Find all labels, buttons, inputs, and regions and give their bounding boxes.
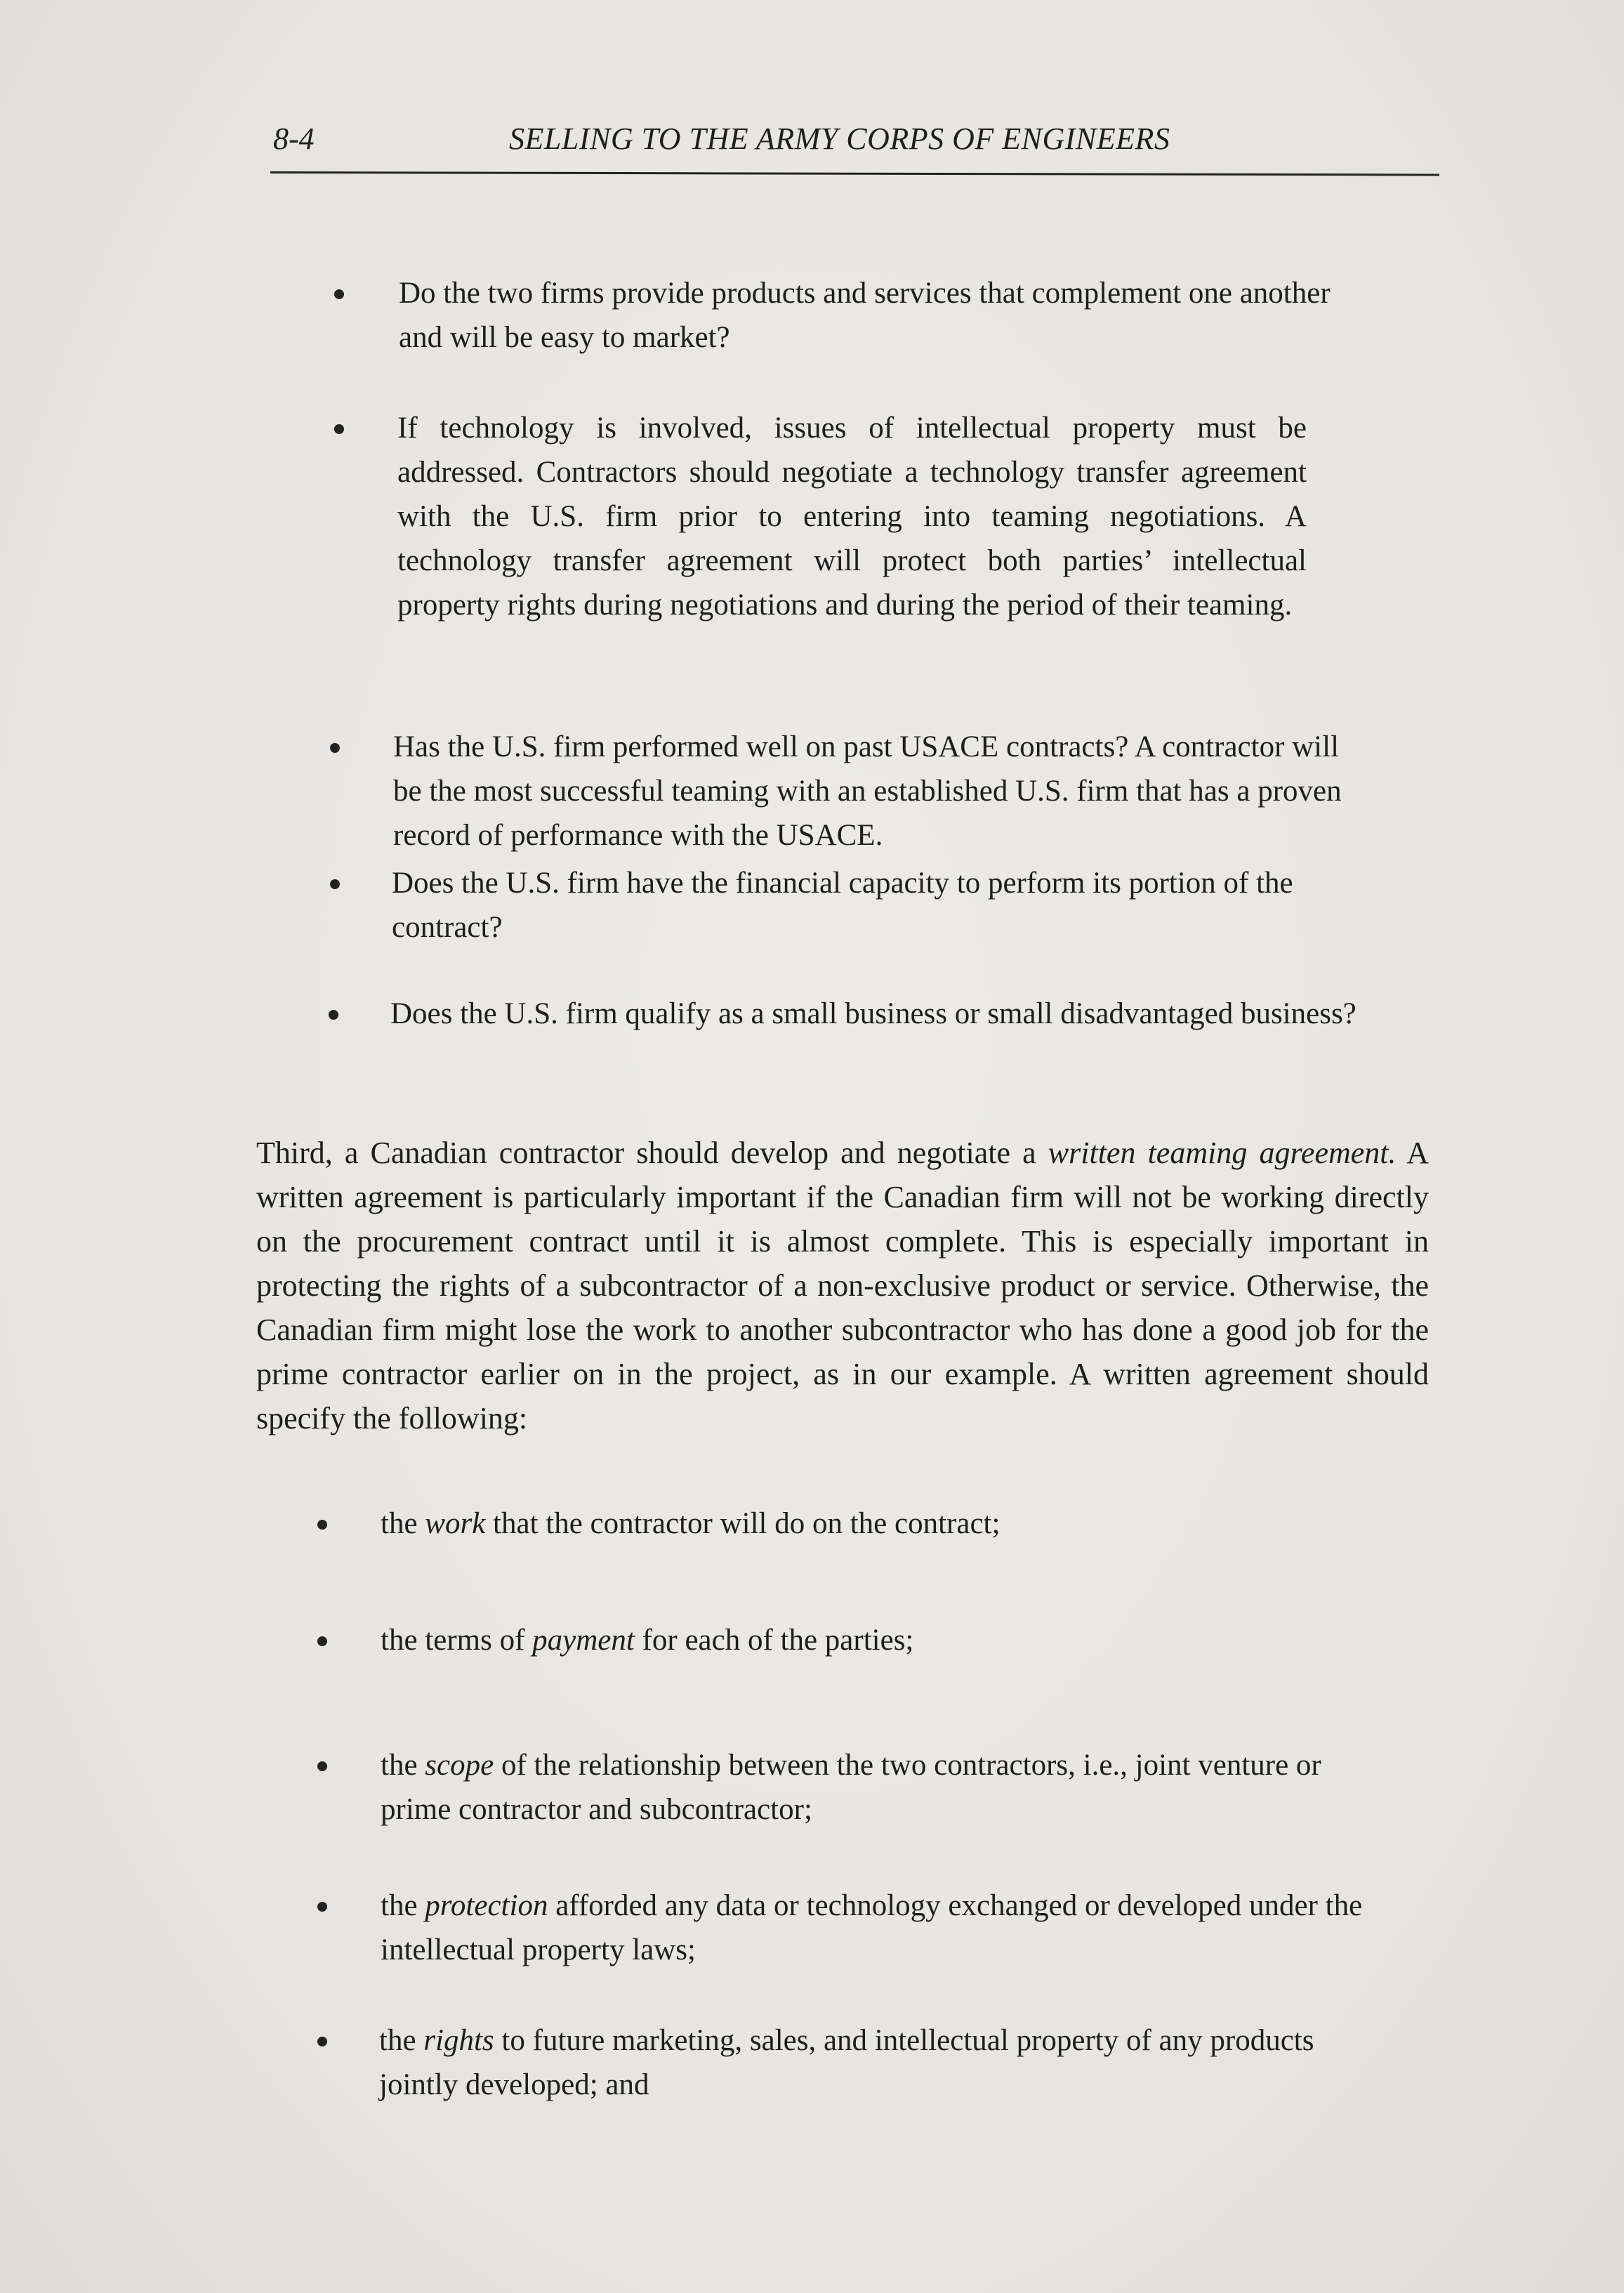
list-item: Does the U.S. firm have the financial capacity to perform its portion of the contract? (392, 867, 1293, 944)
paragraph-rest: A written agreement is particularly important if the Canadian firm will not be working directly on the procurement contract until it is almost complete. This is especially important in protecting the rights of a subcontractor of a non-exclusive product or service. Otherwise, the Canadian firm might lose the work to another subcontractor who has done a good job for the prime contractor earlier on in the project, as in our example. A written agreement should specify the following: (256, 1136, 1429, 1435)
list-item: Does the U.S. firm qualify as a small business or small disadvantaged business? (390, 997, 1356, 1030)
list-item: Do the two firms provide products and services that complement one another and will be easy to market? (399, 277, 1331, 354)
item-text: the (381, 1889, 425, 1922)
bullet-dot (317, 1761, 327, 1771)
item-emphasis: rights (423, 2024, 494, 2057)
page-number: 8-4 (273, 121, 315, 156)
item-emphasis: scope (425, 1749, 494, 1782)
body-paragraph (256, 1131, 1429, 1440)
bullet-dot (317, 2037, 327, 2046)
list-item (379, 2018, 1376, 2107)
bullet-dot (317, 1636, 327, 1646)
list-item (381, 1618, 1378, 1662)
list-item: Has the U.S. firm performed well on past USACE contracts? A contractor will be the most successful teaming with an established U.S. firm that has a proven record of performance with the USACE. (393, 730, 1342, 852)
item-emphasis: work (425, 1507, 486, 1540)
list-item (381, 1502, 1378, 1546)
paragraph-emphasis: written teaming agreement. (1048, 1136, 1397, 1170)
item-text: for each of the parties; (634, 1624, 914, 1657)
bullet-dot (334, 289, 344, 299)
bullet-dot (330, 879, 340, 889)
item-text: the (381, 1749, 425, 1782)
bullet-dot (317, 1520, 327, 1530)
list-item (381, 1743, 1378, 1832)
running-title: SELLING TO THE ARMY CORPS OF ENGINEERS (509, 121, 1170, 156)
list-item: If technology is involved, issues of intellectual property must be addressed. Contractors should negotiate a technology transfer agreement with the U.S. firm prior to entering into teaming negotiations. A technology transfer agreement will protect both parties’ intellectual property rights during negotiations and during the period of their teaming. (397, 412, 1307, 622)
item-emphasis: payment (532, 1624, 635, 1657)
item-text: afforded any data or technology exchanged or developed under the intellectual property laws; (381, 1889, 1363, 1966)
item-text: to future marketing, sales, and intellectual property of any products jointly developed; and (379, 2024, 1314, 2101)
item-text: the (381, 1507, 425, 1540)
list-item (381, 1884, 1378, 1972)
item-text: the (379, 2024, 424, 2057)
item-text: that the contractor will do on the contract; (485, 1507, 1001, 1540)
header-rule (270, 171, 1439, 176)
bullet-dot (317, 1902, 327, 1912)
item-text: the terms of (381, 1624, 533, 1657)
page-header (270, 118, 1439, 181)
bullet-dot (334, 424, 344, 434)
paragraph-lead: Third, a Canadian contractor should develop and negotiate a (256, 1136, 1048, 1170)
bullet-dot (329, 1010, 338, 1020)
item-text: of the relationship between the two contractors, i.e., joint venture or prime contractor and subcontractor; (381, 1749, 1321, 1826)
bullet-dot (330, 743, 340, 753)
item-emphasis: protection (425, 1889, 548, 1922)
